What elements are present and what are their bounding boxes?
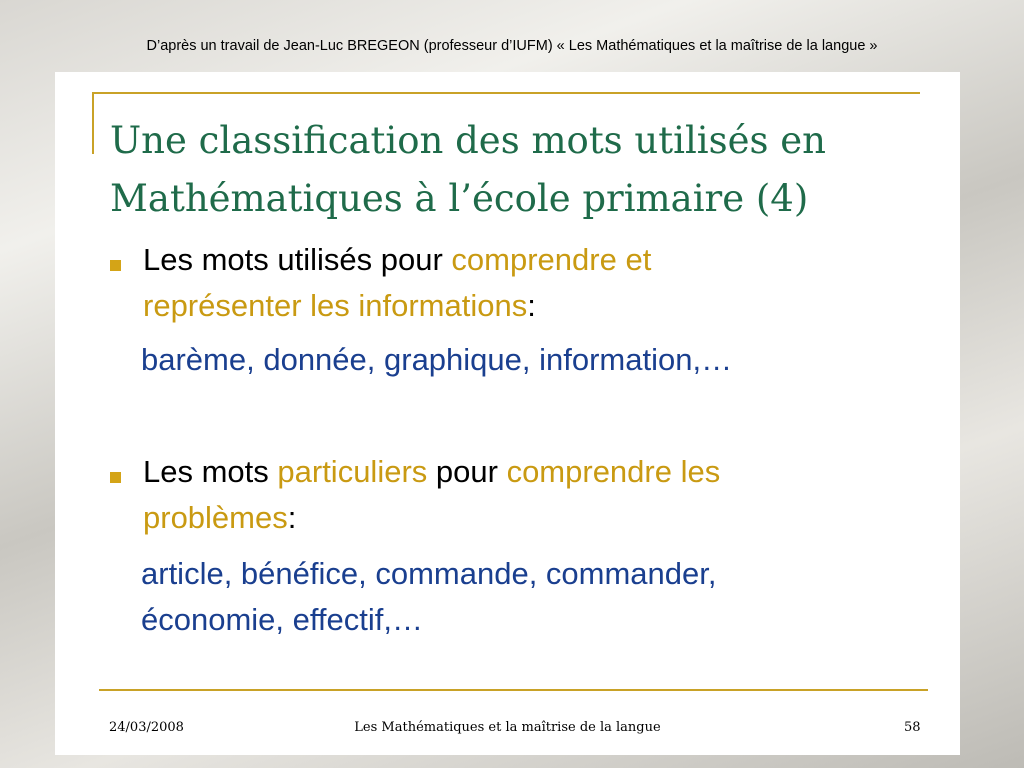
bullet-1-colon: : xyxy=(527,288,536,323)
bullet-1-line-2 xyxy=(143,288,536,324)
bullet-2-accent-a: particuliers xyxy=(277,454,428,489)
title-rule-left xyxy=(92,92,94,154)
bullet-1-line-1 xyxy=(143,242,651,278)
footer-page-number: 58 xyxy=(904,720,921,735)
bullet-2-colon: : xyxy=(287,500,297,535)
bullet-2-text-a: Les mots xyxy=(143,454,278,489)
slide-title-line-1: Une classification des mots utilisés en xyxy=(110,119,826,162)
title-rule-top xyxy=(92,92,920,94)
bullet-2-line-1 xyxy=(143,454,720,490)
bullet-square-icon xyxy=(110,260,124,274)
slide xyxy=(55,72,960,755)
footer-title: Les Mathématiques et la maîtrise de la langue xyxy=(354,720,661,735)
bullet-1-accent-a: comprendre et xyxy=(451,242,652,277)
bullet-1-accent-b: représenter les informations xyxy=(143,288,528,323)
footer-date: 24/03/2008 xyxy=(109,720,184,735)
slide-title-line-2: Mathématiques à l’école primaire (4) xyxy=(110,177,809,220)
bullet-2-word-list-line-2: économie, effectif,… xyxy=(141,602,424,637)
bullet-2-text-c: pour xyxy=(427,454,507,489)
slide-title xyxy=(110,112,930,228)
footer-rule xyxy=(99,689,928,691)
bullet-2-word-list-line-1: article, bénéfice, commande, commander, xyxy=(141,556,717,591)
bullet-2-accent-c: comprendre les xyxy=(506,454,721,489)
bullet-2-line-2 xyxy=(143,500,296,536)
source-caption: D’après un travail de Jean-Luc BREGEON (professeur d’IUFM) « Les Mathématiques et la maîtrise de la langue » xyxy=(146,38,878,54)
bullet-1-text-a: Les mots utilisés pour xyxy=(143,242,452,277)
bullet-square-icon xyxy=(110,472,124,486)
bullet-2-accent-b: problèmes xyxy=(143,500,288,535)
bullet-1-word-list: barème, donnée, graphique, information,… xyxy=(141,342,733,377)
